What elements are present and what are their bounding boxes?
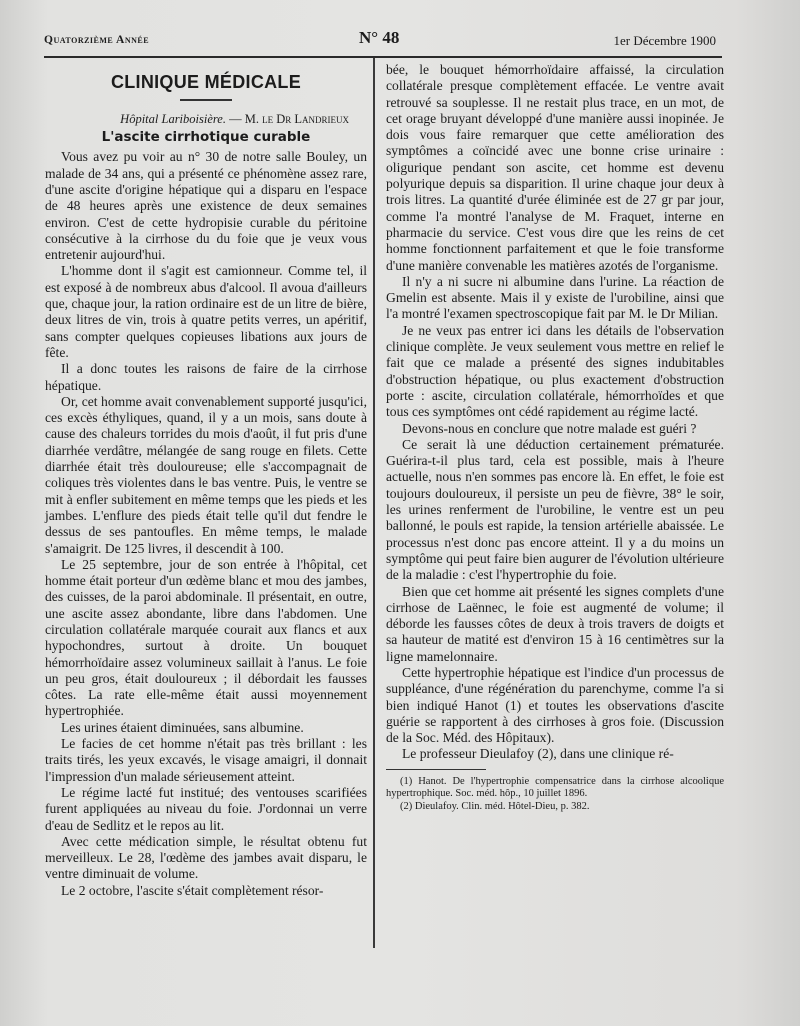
paragraph: Le professeur Dieulafoy (2), dans une clinique ré- xyxy=(402,746,674,762)
paragraph: bée, le bouquet hémorrhoïdaire affaissé, la circulation collatérale presque complètement effacée. Le ventre avait retrouvé sa souplesse. Il ne restait plus trace, en un mot, de cet orage bruyant développé d'une manière aussi inopinée. Je dois vous faire remarquer que cette amélioration des symptômes a coïncidé avec une bonne crise urinaire : oligurique pendant son ascite, cet homme est devenu polyurique depuis sa disparition. Il urine chaque jour deux à trois litres. La quantité d'urée éliminée est de 27 gr par jour, comme l'a montré l'analyse de M. Fraquet, interne en pharmacie du service. C'est vous dire que les reins de cet homme fonctionnent parfaitement et que le foie transforme d'une manière convenable les matières azotés de l'organisme. xyxy=(386,62,724,273)
footnote: (1) Hanot. De l'hypertrophie compensatrice dans la cirrhose alcoolique hypertrophique. Soc. méd. hôp., 10 juillet 1896. xyxy=(386,775,724,800)
paragraph: Avec cette médication simple, le résultat obtenu fut merveilleux. Le 28, l'œdème des jambes avait disparu, le ventre diminuait de volume. xyxy=(45,833,367,882)
paragraph: Il n'y a ni sucre ni albumine dans l'urine. La réaction de Gmelin est absente. Mais il y existe de l'urobiline, ainsi que l'a montré l'examen spectroscopique fait par M. le Dr Milian. xyxy=(386,273,724,322)
rubric-rule xyxy=(180,99,232,101)
section-rubric: CLINIQUE MÉDICALE xyxy=(110,72,302,92)
left-column xyxy=(45,64,367,899)
paragraph: Bien que cet homme ait présenté les signes complets d'une cirrhose de Laënnec, le foie est augmenté de volume; il déborde les fausses côtes de deux à trois travers de doigts et sa hauteur de matité est d'environ 15 à 16 centimètres sur la ligne mamelonnaire. xyxy=(386,583,724,664)
paragraph: Or, cet homme avait convenablement supporté jusqu'ici, ces excès éthyliques, quand, il y a un mois, sans doute à cause des chaleurs torrides du mois d'août, il fut pris d'une diarrhée verdâtre, mélangée de sang rouge en filets. Cette diarrhée était très douloureuse; elle s'accompagnait de coliques très violentes dans le bas ventre. Puis, le ventre se mit à enfler subitement en même temps que les pieds et les jambes. L'enflure des pieds était telle qu'il dut fendre le dessus de ses pantoufles. En même temps, le malade s'amaigrit. De 125 livres, il descendit à 100. xyxy=(45,393,367,556)
paragraph: Le 2 octobre, l'ascite s'était complètement résor- xyxy=(61,882,324,898)
paragraph: Le 25 septembre, jour de son entrée à l'hôpital, cet homme était porteur d'un œdème blanc et mou des jambes, des cuisses, de la paroi abdominale. Il présentait, en outre, une ascite assez abondante, libre dans l'abdomen. Une circulation collatérale marquée courait aux flancs et aux hypochondres, surtout à droite. Un bouquet hémorrhoïdaire assez volumineux saillait à l'anus. Le foie un peu gros, était douloureux ; il débordait les fausses côtes. La rate elle-même était aussi moyennement hypertrophiée. xyxy=(45,556,367,719)
paragraph: Le facies de cet homme n'était pas très brillant : les traits tirés, les yeux excavés, le visage amaigri, il donnait l'impression d'un malade sérieusement atteint. xyxy=(45,736,367,784)
paragraph: Cette hypertrophie hépatique est l'indice d'un processus de suppléance, d'une régénération du parenchyme, comme l'a si bien indiqué Hanot (1) et toutes les observations d'ascite guérie se rapportent à des cirrhoses à gros foie. (Discussion de la Soc. Méd. des Hôpitaux). xyxy=(386,664,724,746)
byline-author: — M. le Dr Landrieux xyxy=(229,111,349,126)
paragraph: L'homme dont il s'agit est camionneur. Comme tel, il est exposé à de nombreux abus d'alcool. Il avoua d'ailleurs que, chaque jour, la ration ordinaire est de un litre de bière, deux litres de vin, trois à quatre petits verres, un apéritif, sans compter quelques copieuses libations aux jours de fête. xyxy=(45,263,367,360)
byline-place: Hôpital Lariboisière. xyxy=(120,111,226,126)
footnote: (2) Dieulafoy. Clin. méd. Hôtel-Dieu, p. 382. xyxy=(400,800,590,812)
paragraph: Ce serait là une déduction certainement prématurée. Guérira-t-il plus tard, cela est possible, mais à l'heure actuelle, nous n'en sommes pas encore là. En effet, le foie est toujours douloureux, il persiste un peu de fièvre, 38° le soir, les urines renferment de l'urobiline, le ventre est un peu ballonné, le pouls est rapide, la tension artérielle abaissée. Le processus n'est donc pas encore atteint. Il y a du moins un symptôme qui peut faire bien augurer de l'évolution ultérieure de la maladie : c'est l'hypertrophie du foie. xyxy=(386,436,724,583)
paragraph: Il a donc toutes les raisons de faire de la cirrhose hépatique. xyxy=(45,361,367,393)
header-rule xyxy=(44,56,722,58)
paragraph: Vous avez pu voir au n° 30 de notre salle Bouley, un malade de 34 ans, qui a présenté ce phénomène assez rare, d'une ascite d'origine hépatique qui a disparu en l'espace de 48 heures après une existence de deux semaines environ. C'est de cette hydropisie curable du péritoine consécutive à la cirrhose du du foie que je veux vous entretenir aujourd'hui. xyxy=(45,149,367,263)
footnote-rule xyxy=(386,769,486,770)
footnotes xyxy=(386,776,724,814)
header-volume: Quatorzième Année xyxy=(44,34,150,46)
right-column xyxy=(386,62,724,813)
header-date: 1er Décembre 1900 xyxy=(613,33,716,48)
page-header xyxy=(44,28,716,52)
column-divider xyxy=(373,58,375,948)
byline xyxy=(45,111,367,127)
paragraph: Devons-nous en conclure que notre malade est guéri ? xyxy=(402,420,697,436)
paragraph: Les urines étaient diminuées, sans albumine. xyxy=(61,719,304,735)
paragraph: Je ne veux pas entrer ici dans les détails de l'observation clinique complète. Je veux seulement vous mettre en relief le fait que ce malade a présenté des signes indubitables d'obstruction hépatique, ou plus exactement d'obstruction porte : ascite, circulation collatérale, hémorrhoïdes et que tous ces symptômes ont cédé rapidement au régime lacté. xyxy=(386,322,724,420)
paragraph: Le régime lacté fut institué; des ventouses scarifiées furent appliquées au niveau du foie. J'ordonnai un verre d'eau de Sedlitz et le repos au lit. xyxy=(45,784,367,833)
header-issue-number: N° 48 xyxy=(359,28,400,47)
article-title: L'ascite cirrhotique curable xyxy=(101,129,311,146)
